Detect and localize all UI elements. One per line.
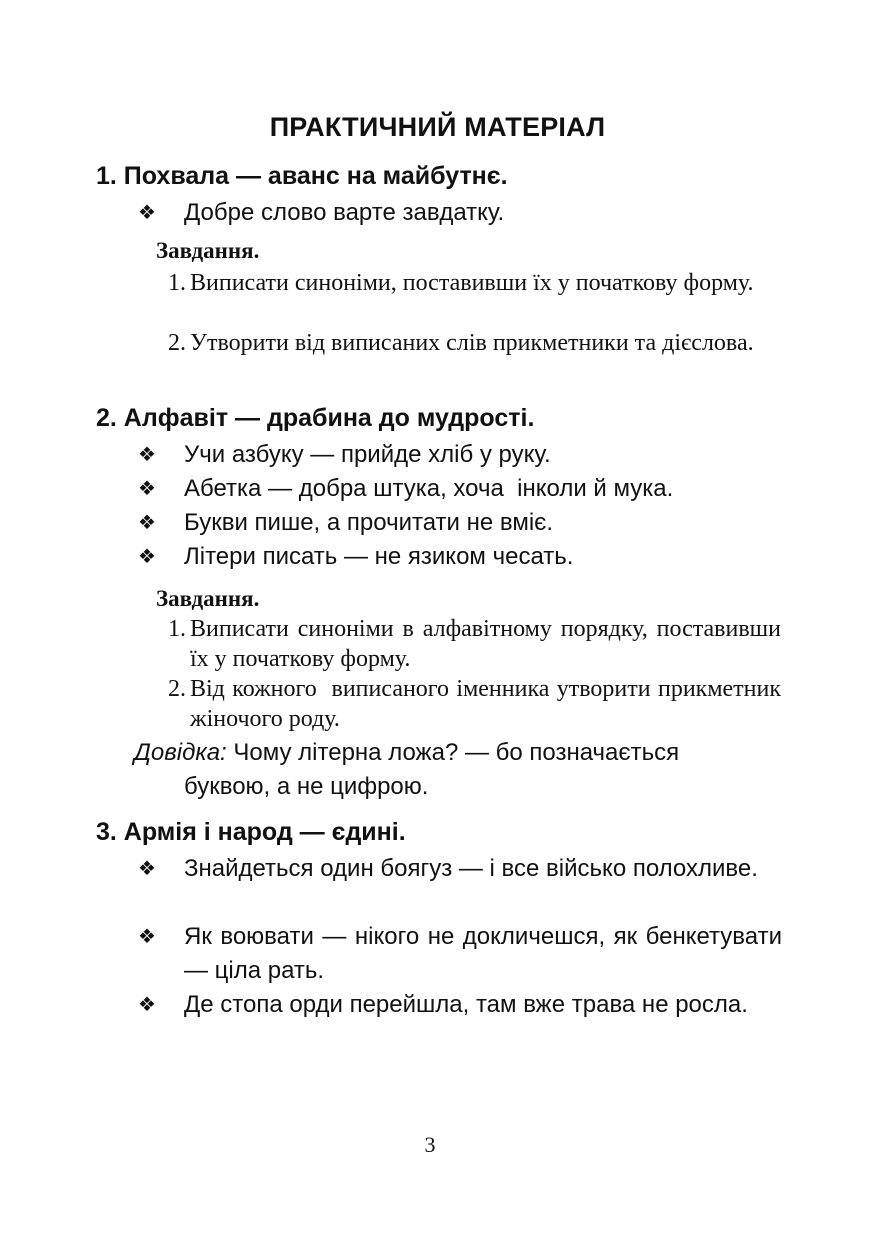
bullet-diamond-icon: ❖ <box>138 444 156 466</box>
proverb-item <box>138 852 782 886</box>
bullet-diamond-icon: ❖ <box>138 546 156 568</box>
section-3-heading: 3. Армія і народ — єдині. <box>96 818 406 846</box>
proverb-item <box>138 920 782 988</box>
bullet-diamond-icon: ❖ <box>138 512 156 534</box>
proverb-item <box>138 506 782 540</box>
page-number: 3 <box>424 1132 436 1157</box>
proverb-item <box>138 988 782 1022</box>
bullet-diamond-icon: ❖ <box>138 478 156 500</box>
proverb-text: Добре слово варте завдатку. <box>184 199 505 226</box>
task-text: Виписати синоніми в алфавітному порядку, поставивши їх у початкову форму. <box>190 616 781 672</box>
proverb-text: Абетка — добра штука, хоча інколи й мука. <box>184 475 674 502</box>
bullet-diamond-icon: ❖ <box>138 926 156 948</box>
task-item <box>156 674 787 734</box>
task-text: Утворити від виписаних слів прикметники та дієслова. <box>190 330 754 356</box>
task-text: Від кожного виписаного іменника утворити прикметник жіночого роду. <box>190 676 787 732</box>
section-1-heading: 1. Похвала — аванс на майбутнє. <box>96 162 508 190</box>
task-number: 2. <box>168 676 186 702</box>
proverb-text: Знайдеться один боягуз — і все військо полохливе. <box>184 855 758 882</box>
proverb-item <box>138 472 782 506</box>
task-item <box>156 328 781 358</box>
task-item <box>156 614 781 674</box>
bullet-diamond-icon: ❖ <box>138 202 156 224</box>
proverb-text: Учи азбуку — прийде хліб у руку. <box>184 441 551 468</box>
reference-note-label: Довідка: <box>134 739 227 766</box>
reference-note-text: Чому літерна ложа? — бо позначається <box>233 739 680 766</box>
bullet-diamond-icon: ❖ <box>138 858 156 880</box>
task-number: 1. <box>168 616 186 642</box>
task-number: 2. <box>168 330 186 356</box>
task-number: 1. <box>168 270 186 296</box>
proverb-text: Літери писать — не язиком чесать. <box>184 543 574 570</box>
proverb-item <box>138 196 782 230</box>
reference-note <box>134 736 781 804</box>
proverb-text: Букви пише, а прочитати не вміє. <box>184 509 554 536</box>
section-2-heading: 2. Алфавіт — драбина до мудрості. <box>96 404 535 432</box>
proverb-item <box>138 540 782 574</box>
proverb-text: Де стопа орди перейшла, там вже трава не росла. <box>184 991 748 1018</box>
page-title: ПРАКТИЧНИЙ МАТЕРІАЛ <box>269 112 606 142</box>
task-text: Виписати синоніми, поставивши їх у початкову форму. <box>190 270 754 296</box>
bullet-diamond-icon: ❖ <box>138 994 156 1016</box>
task-label: Завдання. <box>156 586 260 611</box>
task-item <box>156 268 781 298</box>
reference-note-text-continued: буквою, а не цифрою. <box>184 773 429 800</box>
proverb-item <box>138 438 782 472</box>
proverb-text: Як воювати — нікого не докличешся, як бенкетувати — ціла рать. <box>184 923 782 984</box>
task-label: Завдання. <box>156 238 260 263</box>
